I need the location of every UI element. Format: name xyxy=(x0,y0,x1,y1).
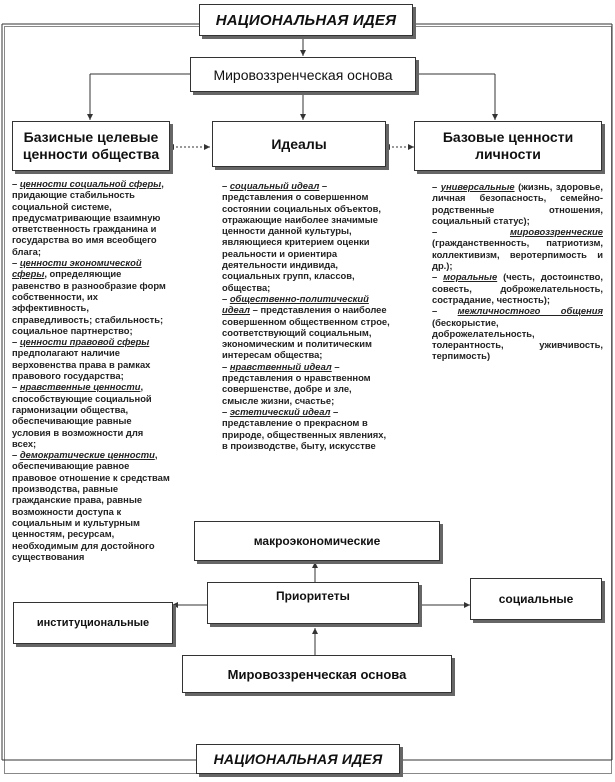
column-left-item xyxy=(12,381,170,449)
institutional-text: институциональные xyxy=(36,617,150,629)
item-text: (жизнь, здоровье, личная безопасность, семейно-родственные отношения, социальный статус); xyxy=(432,181,603,226)
bullet-dash: – xyxy=(432,181,441,192)
item-term: общественно-политический идеал xyxy=(222,292,369,316)
column-right-item xyxy=(432,271,603,305)
item-text: – представления о нравственном совершенстве, добре и зле, смысле жизни, счастье; xyxy=(222,360,371,406)
column-right-item xyxy=(432,305,603,361)
item-term: нравственный идеал xyxy=(229,360,332,372)
item-term: нравственные ценности xyxy=(19,381,141,393)
header-right xyxy=(414,121,602,171)
worldview-box-top xyxy=(190,57,416,92)
column-right-item xyxy=(432,226,603,271)
bullet-dash: – xyxy=(432,305,458,317)
column-left-item xyxy=(12,257,170,336)
item-text: , определяющие равенство в разнообразие форм собственности, их эффективность, справедливость; стабильность; социальное партнерство; xyxy=(12,268,166,336)
worldview-box-bottom xyxy=(182,655,452,693)
item-term: моральные xyxy=(443,271,498,283)
bullet-dash: – xyxy=(222,180,230,191)
bullet-dash: – xyxy=(12,178,20,189)
national-idea-title-top xyxy=(199,4,413,36)
item-text: , способствующие социальной гармонизации общества, обеспечивающие равные условия в возможности для всех; xyxy=(12,381,152,449)
item-term: эстетический идеал xyxy=(229,405,331,417)
priorities-text: Приоритеты xyxy=(276,589,350,603)
item-term: ценности правовой сферы xyxy=(19,336,150,348)
bullet-dash: – xyxy=(12,257,20,269)
item-text: (бескорыстие, доброжелательность, толерантность, уживчивость, терпимость) xyxy=(432,316,603,362)
column-middle-item xyxy=(222,361,390,406)
column-right-values xyxy=(432,181,603,362)
bullet-dash: – xyxy=(12,449,20,461)
column-right-item xyxy=(432,181,603,226)
bullet-dash: – xyxy=(222,405,230,417)
header-left-text: Базисные целевые ценности общества xyxy=(22,129,160,162)
worldview-bottom-text: Мировоззренческая основа xyxy=(227,666,407,682)
bullet-dash: – xyxy=(12,336,20,348)
priorities-box xyxy=(207,582,419,624)
bullet-dash: – xyxy=(432,226,510,238)
item-term: универсальные xyxy=(440,181,515,192)
header-right-text: Базовые ценности личности xyxy=(442,129,574,162)
social-text: социальные xyxy=(498,592,574,606)
item-text: – представление о прекрасном в природе, общественных явлениях, в производстве, быту, искусстве xyxy=(222,405,387,451)
item-term: социальный идеал xyxy=(229,180,320,191)
column-left-item xyxy=(12,336,170,381)
national-idea-title-top-text: НАЦИОНАЛЬНАЯ ИДЕЯ xyxy=(215,11,397,29)
bullet-dash: – xyxy=(432,271,444,283)
worldview-top-text: Мировоззренческая основа xyxy=(213,66,393,83)
column-middle-ideals xyxy=(222,180,390,451)
item-term: ценности экономической сферы xyxy=(12,257,142,280)
header-left xyxy=(12,121,170,171)
macroeconomic-text: макроэкономические xyxy=(253,534,381,548)
item-text: , обеспечивающие равное правовое отношение к средствам производства, равные гражданские права, равные возможности доступа к социальным и культурным ценностям, ресурсам, необходимым для достойного существования xyxy=(12,449,170,562)
bullet-dash: – xyxy=(12,381,20,393)
item-text: – представления о совершенном состоянии социальных объектов, отражающие наиболее значимые ценности данной культуры, являющиеся критерием оценки реальности и ориентира деятельности индивида, социальных групп, классов, общества; xyxy=(222,180,381,293)
social-box xyxy=(470,578,602,620)
item-text: – представления о наиболее совершенном общественном строе, соответствующий социальным, экономическим и политическим интересам общества; xyxy=(222,304,390,361)
item-term: демократические ценности xyxy=(19,449,155,461)
item-term: мировоззренческие xyxy=(509,226,603,238)
institutional-box xyxy=(13,602,173,644)
item-term: ценности социальной сферы xyxy=(19,178,162,189)
column-middle-item xyxy=(222,406,390,451)
item-text: (честь, достоинство, совесть, доброжелательность, сострадание, честность); xyxy=(432,271,604,305)
item-term: межличностного общения xyxy=(457,305,603,317)
header-middle-text: Идеалы xyxy=(271,135,327,152)
macroeconomic-box xyxy=(194,521,440,561)
item-text: (гражданственность, патриотизм, коллективизм, веротерпимость и др.); xyxy=(432,237,603,272)
item-text: предполагают наличие верховенства права в рамках правового государства; xyxy=(12,347,151,382)
bullet-dash: – xyxy=(222,292,230,304)
column-middle-item xyxy=(222,180,390,293)
bullet-dash: – xyxy=(222,360,230,372)
header-middle xyxy=(212,121,386,167)
national-idea-title-bottom xyxy=(196,744,400,774)
column-left-item xyxy=(12,449,170,562)
national-idea-title-bottom-text: НАЦИОНАЛЬНАЯ ИДЕЯ xyxy=(213,751,383,767)
column-middle-item xyxy=(222,293,390,361)
column-left-item xyxy=(12,178,170,257)
column-left-values xyxy=(12,178,170,562)
item-text: , придающие стабильность социальной системе, предусматривающие взаимную ответственность гражданина и государства во имя всеобщего блага; xyxy=(12,178,164,257)
